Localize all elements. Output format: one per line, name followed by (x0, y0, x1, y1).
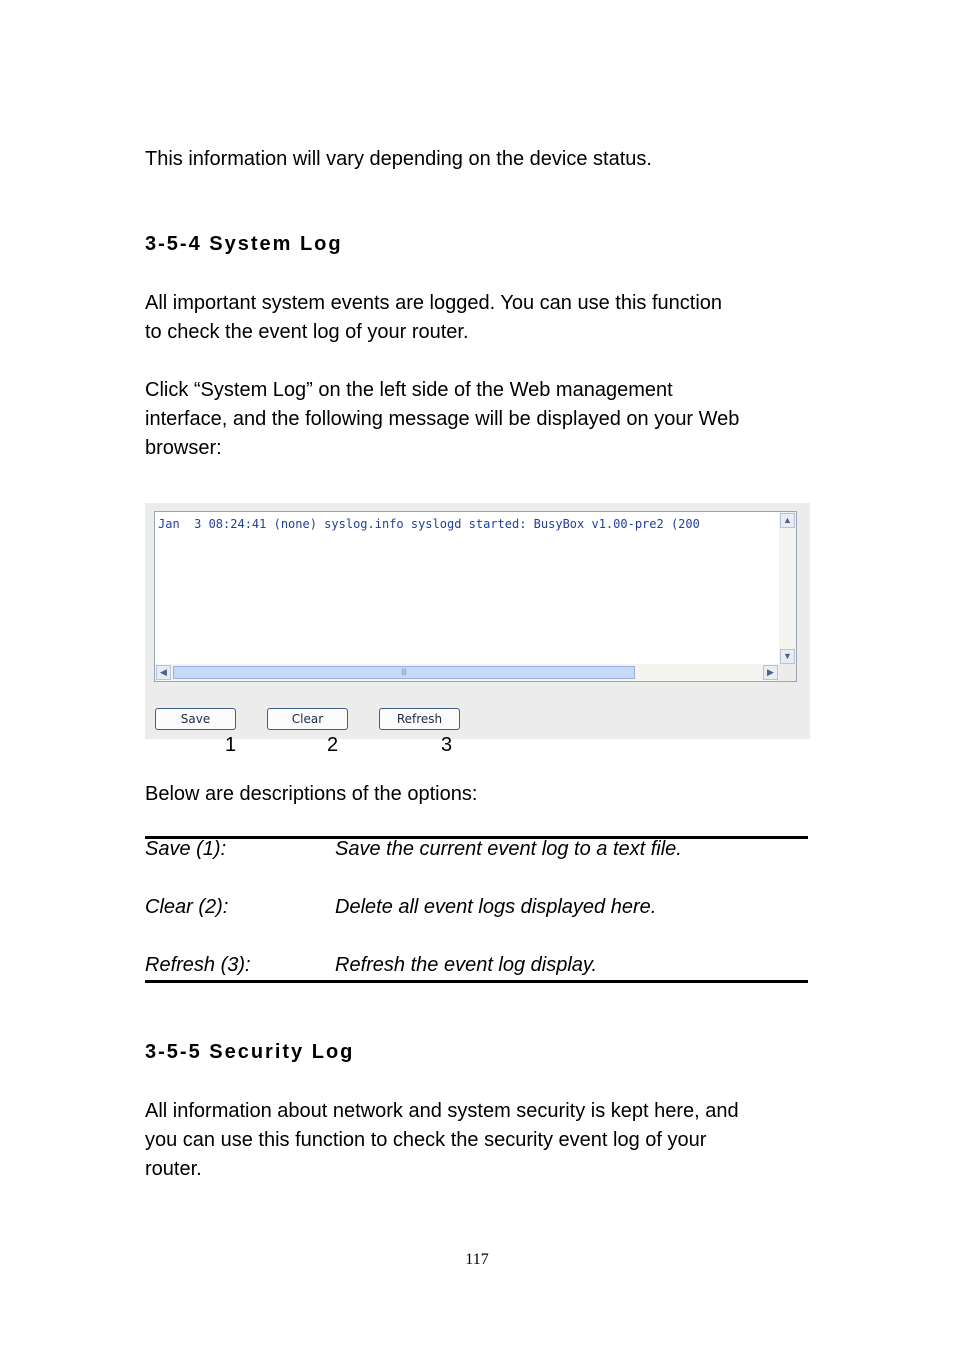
option-desc-refresh: Refresh the event log display. (335, 954, 598, 976)
system-log-paragraph-2-line-3: browser: (145, 437, 222, 459)
option-desc-save: Save the current event log to a text file. (335, 838, 682, 860)
refresh-button[interactable]: Refresh (379, 708, 460, 730)
security-log-paragraph-line-2: you can use this function to check the security event log of your (145, 1129, 707, 1151)
option-term-save: Save (1): (145, 838, 227, 860)
system-log-paragraph-2-line-1: Click “System Log” on the left side of the Web management (145, 379, 673, 401)
callout-3: 3 (441, 734, 453, 756)
clear-button[interactable]: Clear (267, 708, 348, 730)
system-log-paragraph-1-line-1: All important system events are logged. You can use this function (145, 292, 723, 314)
page-number: 117 (465, 1251, 489, 1268)
horizontal-scrollbar[interactable] (155, 664, 796, 681)
scroll-down-icon[interactable]: ▼ (780, 649, 795, 664)
log-line: Jan 3 08:24:41 (none) syslog.info syslogd started: BusyBox v1.00-pre2 (200 (158, 517, 700, 531)
system-log-paragraph-2-line-2: interface, and the following message will be displayed on your Web (145, 408, 740, 430)
section-heading-system-log: 3-5-4 System Log (145, 233, 343, 255)
scroll-up-icon[interactable]: ▲ (780, 513, 795, 528)
system-log-paragraph-1 (145, 289, 815, 347)
options-intro: Below are descriptions of the options: (145, 783, 478, 805)
scroll-left-icon[interactable]: ◀ (156, 665, 171, 680)
section-heading-security-log: 3-5-5 Security Log (145, 1041, 355, 1063)
option-term-refresh: Refresh (3): (145, 954, 251, 976)
option-term-clear: Clear (2): (145, 896, 229, 918)
vertical-scrollbar[interactable] (779, 512, 796, 665)
security-log-paragraph-line-3: router. (145, 1158, 202, 1180)
scroll-right-icon[interactable]: ▶ (763, 665, 778, 680)
callout-2: 2 (327, 734, 339, 756)
security-log-paragraph-line-1: All information about network and system security is kept here, and (145, 1100, 739, 1122)
table-bottom-rule (145, 980, 808, 983)
log-textarea[interactable] (154, 511, 797, 682)
save-button[interactable]: Save (155, 708, 236, 730)
horizontal-scroll-thumb[interactable]: ||| (173, 666, 635, 679)
system-log-paragraph-1-line-2: to check the event log of your router. (145, 321, 469, 343)
system-log-paragraph-2 (145, 376, 815, 463)
option-desc-clear: Delete all event logs displayed here. (335, 896, 657, 918)
callout-1: 1 (225, 734, 237, 756)
scrollbar-corner (779, 664, 796, 681)
security-log-paragraph (145, 1097, 815, 1184)
intro-text: This information will vary depending on the device status. (145, 148, 652, 170)
system-log-screenshot (145, 503, 810, 739)
